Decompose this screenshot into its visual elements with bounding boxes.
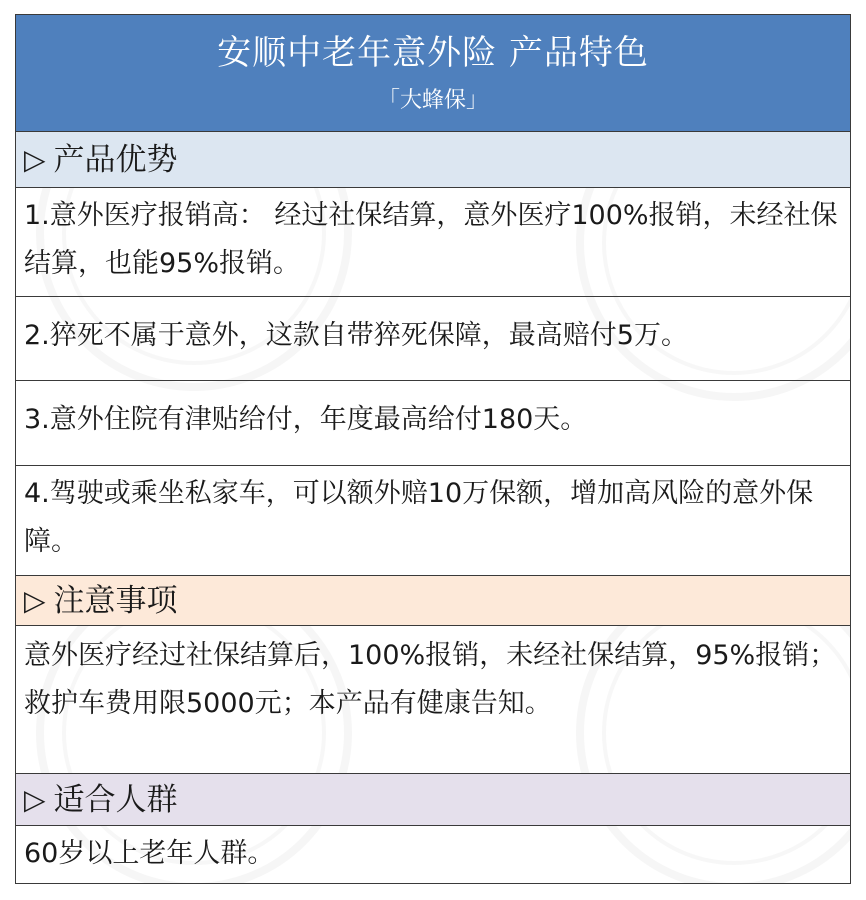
section-title: 产品优势 xyxy=(53,141,178,178)
triangle-right-icon: ▷ xyxy=(24,782,46,816)
page-title: 安顺中老年意外险 产品特色 xyxy=(217,33,649,73)
section-header-advantages xyxy=(16,132,850,188)
brand-subtitle: 「大蜂保」 xyxy=(377,88,488,113)
card-header xyxy=(16,15,850,132)
advantage-item: 4.驾驶或乘坐私家车，可以额外赔10万保额，增加高风险的意外保障。 xyxy=(16,466,850,576)
section-title: 适合人群 xyxy=(53,781,178,818)
section-header-audience xyxy=(16,774,850,826)
advantage-item: 3.意外住院有津贴给付，年度最高给付180天。 xyxy=(16,381,850,466)
section-header-notes xyxy=(16,576,850,626)
triangle-right-icon: ▷ xyxy=(24,583,46,617)
product-feature-card xyxy=(15,14,851,884)
section-title: 注意事项 xyxy=(53,582,178,619)
notes-text: 意外医疗经过社保结算后，100%报销，未经社保结算，95%报销；救护车费用限5000元；本产品有健康告知。 xyxy=(16,626,850,774)
triangle-right-icon: ▷ xyxy=(24,142,46,176)
advantage-item: 1.意外医疗报销高： 经过社保结算，意外医疗100%报销，未经社保结算，也能95%报销。 xyxy=(16,188,850,297)
audience-text: 60岁以上老年人群。 xyxy=(24,838,275,869)
advantage-item: 2.猝死不属于意外，这款自带猝死保障，最高赔付5万。 xyxy=(16,297,850,381)
